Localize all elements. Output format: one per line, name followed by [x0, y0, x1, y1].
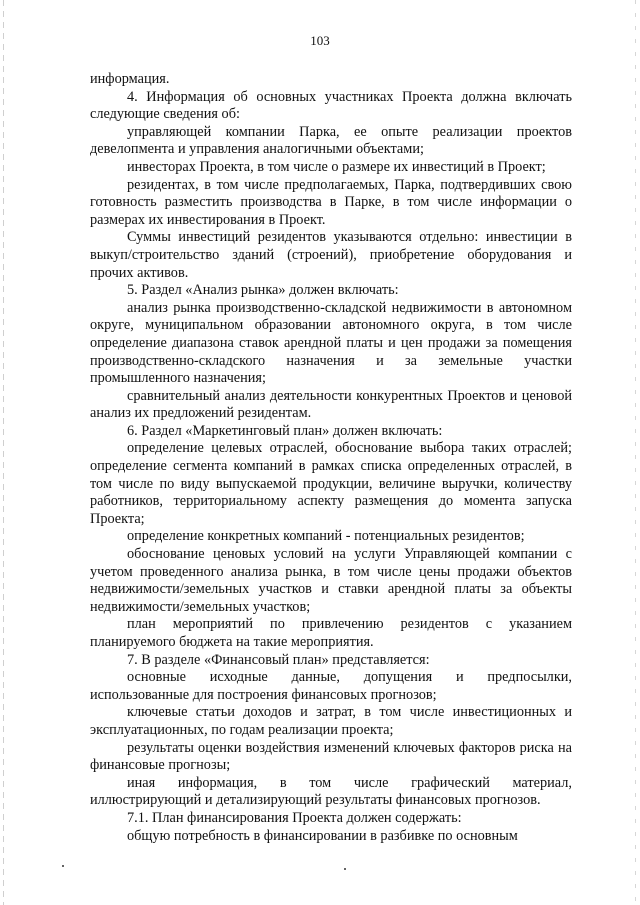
scan-speck [344, 868, 346, 870]
paragraph: ключевые статьи доходов и затрат, в том числе инвестиционных и эксплуатационных, по годам реализации проекта; [90, 704, 572, 738]
page-number: 103 [310, 33, 330, 48]
paragraph: 7.1. План финансирования Проекта должен содержать: [127, 809, 462, 826]
paragraph: результаты оценки воздействия изменений ключевых факторов риска на финансовые прогнозы; [90, 739, 572, 774]
paragraph: план мероприятий по привлечению резидентов с указанием планируемого бюджета на такие мероприятия. [90, 616, 572, 650]
paragraph: 5. Раздел «Анализ рынка» должен включать: [127, 282, 399, 299]
paragraph: определение конкретных компаний - потенциальных резидентов; [127, 528, 525, 545]
paragraph: сравнительный анализ деятельности конкурентных Проектов и ценовой анализ их предложений резидентам. [90, 387, 572, 422]
paragraph: определение целевых отраслей, обоснование выбора таких отраслей; определение сегмента компаний в рамках списка определенных отраслей, в том числе по виду выпускаемой продукции, величине выручки, количеству работников, территориальному аспекту размещения до момента запуска Проекта; [90, 440, 572, 527]
paragraph: иная информация, в том числе графический материал, иллюстрирующий и детализирующий результаты финансовых прогнозов. [90, 774, 572, 809]
paragraph: обоснование ценовых условий на услуги Управляющей компании с учетом проведенного анализа рынка, в том числе цены продажи объектов недвижимости/земельных участков и ставки арендной платы за объекты недвижимости/земельных участков; [90, 546, 572, 615]
paragraph: 7. В разделе «Финансовый план» представляется: [127, 651, 430, 668]
paragraph: основные исходные данные, допущения и предпосылки, использованные для построения финансовых прогнозов; [90, 669, 572, 703]
document-body [90, 71, 572, 845]
paragraph: резидентах, в том числе предполагаемых, Парка, подтвердивших свою готовность разместить производства в Парке, в том числе информации о размерах их инвестирования в Проект. [90, 176, 572, 228]
paragraph: 6. Раздел «Маркетинговый план» должен включать: [127, 422, 443, 439]
paragraph: 4. Информация об основных участниках Проекта должна включать следующие сведения об: [90, 88, 572, 123]
scan-speck [62, 865, 64, 867]
paragraph: управляющей компании Парка, ее опыте реализации проектов девелопмента и управления аналогичными объектами; [90, 123, 572, 158]
paragraph: анализ рынка производственно-складской недвижимости в автономном округе, муниципальном образовании автономного округа, в том числе определение диапазона ставок арендной платы и цен продажи за помещения производственно-складского назначения и за земельные участки промышленного назначения; [90, 299, 572, 387]
paragraph: Суммы инвестиций резидентов указываются отдельно: инвестиции в выкуп/строительство зданий (строений), приобретение оборудования и прочих активов. [90, 229, 572, 281]
scan-edge-right [635, 0, 636, 905]
paragraph: инвесторах Проекта, в том числе о размере их инвестиций в Проект; [127, 158, 546, 175]
paragraph: информация. [90, 71, 170, 87]
paragraph: общую потребность в финансировании в разбивке по основным [127, 827, 518, 844]
scan-edge-left [3, 0, 4, 905]
